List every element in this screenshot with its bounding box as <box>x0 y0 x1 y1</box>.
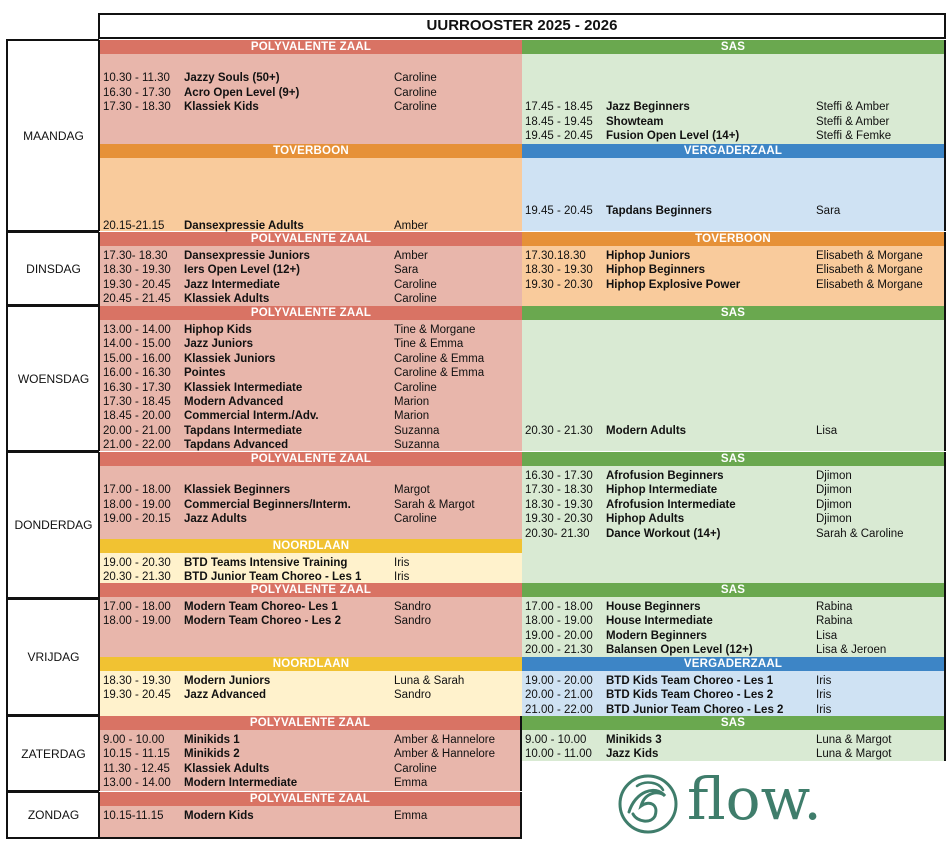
class-name: Jazz Adults <box>184 513 247 526</box>
room-header: POLYVALENTE ZAAL <box>100 452 522 466</box>
room-section-polyvalente-zaal <box>98 452 522 539</box>
class-name: Modern Team Choreo - Les 2 <box>184 615 341 628</box>
class-time: 18.45 - 19.45 <box>525 115 593 128</box>
class-instructor: Caroline <box>394 86 437 99</box>
class-time: 18.30 - 19.30 <box>525 264 593 277</box>
class-name: Modern Adults <box>606 424 687 437</box>
class-row <box>522 674 944 688</box>
class-name: Dansexpressie Adults <box>184 219 304 232</box>
class-row <box>100 424 522 438</box>
class-time: 9.00 - 10.00 <box>525 734 587 746</box>
class-name: Klassiek Intermediate <box>184 381 303 394</box>
class-row <box>100 100 522 114</box>
class-instructor: Amber & Hannelore <box>394 734 495 746</box>
class-name: BTD Kids Team Choreo - Les 2 <box>606 689 774 702</box>
class-row <box>100 776 520 790</box>
class-name: Fusion Open Level (14+) <box>606 130 740 142</box>
class-name: BTD Teams Intensive Training <box>184 557 348 569</box>
class-time: 20.45 - 21.45 <box>103 293 171 306</box>
class-name: Acro Open Level (9+) <box>184 86 300 99</box>
class-instructor: Sara <box>816 205 841 218</box>
class-time: 16.30 - 17.30 <box>525 470 593 482</box>
room-section-sas <box>522 583 946 657</box>
class-instructor: Luna & Sarah <box>394 675 465 687</box>
class-time: 18.45 - 20.00 <box>103 410 171 423</box>
class-time: 17.30 - 18.30 <box>103 101 171 114</box>
class-name: BTD Junior Team Choreo - Les 2 <box>606 703 784 716</box>
class-name: Jazz Beginners <box>606 101 690 114</box>
class-time: 10.00 - 11.00 <box>525 748 592 761</box>
class-time: 13.00 - 14.00 <box>103 324 171 336</box>
class-time: 18.00 - 19.00 <box>103 615 171 628</box>
class-instructor: Iris <box>816 689 832 702</box>
class-name: Modern Juniors <box>184 675 271 687</box>
class-name: Pointes <box>184 367 226 380</box>
class-row <box>522 614 944 628</box>
class-row <box>522 483 944 497</box>
room-schedule <box>100 671 522 716</box>
room-section-polyvalente-zaal <box>98 232 522 306</box>
class-time: 19.30 - 20.45 <box>103 689 171 702</box>
class-name: Minikids 2 <box>184 748 240 761</box>
class-row <box>522 527 944 541</box>
class-instructor: Caroline <box>394 278 437 291</box>
class-instructor: Sarah & Margot <box>394 498 475 511</box>
class-instructor: Tine & Emma <box>394 338 464 351</box>
class-instructor: Caroline <box>394 293 437 306</box>
class-row <box>100 600 522 614</box>
class-name: Klassiek Juniors <box>184 352 276 365</box>
class-row <box>100 809 520 823</box>
class-name: Iers Open Level (12+) <box>184 264 301 277</box>
class-time: 20.30- 21.30 <box>525 527 590 540</box>
class-time: 19.45 - 20.45 <box>525 205 593 218</box>
class-time: 20.30 - 21.30 <box>103 571 171 584</box>
class-instructor: Sandro <box>394 615 432 628</box>
class-name: Jazz Kids <box>606 748 659 761</box>
class-instructor: Caroline <box>394 101 437 114</box>
class-instructor: Elisabeth & Morgane <box>816 250 923 262</box>
class-instructor: Caroline <box>394 381 437 394</box>
class-name: House Intermediate <box>606 615 713 628</box>
class-row <box>100 292 522 306</box>
room-section-toverboon <box>522 232 946 306</box>
class-row <box>100 762 520 776</box>
room-section-sas <box>522 40 946 144</box>
class-instructor: Caroline <box>394 72 437 85</box>
class-instructor: Iris <box>816 675 832 687</box>
class-time: 18.30 - 19.30 <box>525 498 593 511</box>
class-instructor: Suzanna <box>394 439 440 452</box>
class-instructor: Caroline & Emma <box>394 352 485 365</box>
class-instructor: Emma <box>394 810 428 822</box>
class-row <box>100 323 522 337</box>
class-time: 20.00 - 21.00 <box>525 689 593 702</box>
room-section-polyvalente-zaal <box>98 306 522 451</box>
room-schedule <box>100 730 520 791</box>
class-instructor: Emma <box>394 777 428 790</box>
class-time: 18.30 - 19.30 <box>103 264 171 277</box>
room-schedule <box>100 158 522 231</box>
room-header: SAS <box>522 583 944 597</box>
class-name: Tapdans Intermediate <box>184 424 303 437</box>
room-header: POLYVALENTE ZAAL <box>100 40 522 54</box>
room-header: SAS <box>522 452 944 466</box>
class-name: Modern Advanced <box>184 396 284 408</box>
class-instructor: Elisabeth & Morgane <box>816 278 923 291</box>
class-row <box>522 733 944 747</box>
class-row <box>100 395 522 409</box>
class-instructor: Elisabeth & Morgane <box>816 264 923 277</box>
room-header: SAS <box>522 306 944 320</box>
class-row <box>100 86 522 100</box>
room-schedule <box>522 158 944 231</box>
class-row <box>522 115 944 129</box>
room-section-noordlaan <box>98 657 522 716</box>
class-time: 10.15 - 11.15 <box>103 748 170 761</box>
class-name: Afrofusion Beginners <box>606 470 724 482</box>
class-row <box>522 747 944 761</box>
room-schedule <box>522 54 944 144</box>
class-row <box>522 129 944 143</box>
class-time: 19.30 - 20.30 <box>525 513 593 526</box>
class-row <box>100 747 520 761</box>
room-header: POLYVALENTE ZAAL <box>100 306 522 320</box>
room-schedule <box>522 671 944 716</box>
room-schedule <box>100 806 520 837</box>
class-row <box>100 263 522 277</box>
class-instructor: Iris <box>394 557 410 569</box>
class-instructor: Sandro <box>394 689 432 702</box>
room-section-vergaderzaal <box>522 144 946 231</box>
class-time: 10.15-11.15 <box>103 810 164 822</box>
room-header: TOVERBOON <box>100 144 522 158</box>
class-row <box>100 674 522 688</box>
class-time: 18.00 - 19.00 <box>103 498 171 511</box>
room-header: SAS <box>522 40 944 54</box>
room-schedule <box>522 466 944 583</box>
class-row <box>100 71 522 85</box>
class-name: Balansen Open Level (12+) <box>606 644 753 657</box>
class-row <box>100 219 522 233</box>
class-name: Modern Intermediate <box>184 777 298 790</box>
room-section-polyvalente-zaal <box>98 583 522 657</box>
class-instructor: Amber & Hannelore <box>394 748 495 761</box>
class-name: House Beginners <box>606 601 701 613</box>
class-instructor: Marion <box>394 396 430 408</box>
class-instructor: Margot <box>394 484 430 497</box>
class-row <box>522 263 944 277</box>
class-time: 16.30 - 17.30 <box>103 86 171 99</box>
class-row <box>522 498 944 512</box>
class-instructor: Steffi & Amber <box>816 115 890 128</box>
class-time: 21.00 - 22.00 <box>525 703 593 716</box>
flow-logo-text: flow. <box>687 765 822 833</box>
class-time: 17.00 - 18.00 <box>525 601 593 613</box>
room-schedule <box>522 597 944 657</box>
room-section-sas <box>522 306 946 451</box>
class-name: Tapdans Advanced <box>184 439 289 452</box>
class-row <box>522 469 944 483</box>
class-time: 11.30 - 12.45 <box>103 762 170 775</box>
class-row <box>100 352 522 366</box>
class-instructor: Steffi & Femke <box>816 130 892 142</box>
class-name: Klassiek Adults <box>184 293 270 306</box>
class-name: Hiphop Explosive Power <box>606 278 741 291</box>
page-title: UURROOSTER 2025 - 2026 <box>98 13 946 39</box>
day-label-maandag: MAANDAG <box>6 39 99 232</box>
class-time: 17.45 - 18.45 <box>525 101 593 114</box>
flow-logo <box>615 765 855 840</box>
room-schedule <box>100 54 522 144</box>
class-name: BTD Kids Team Choreo - Les 1 <box>606 675 774 687</box>
class-instructor: Caroline & Emma <box>394 367 485 380</box>
class-name: Jazz Advanced <box>184 689 267 702</box>
room-schedule <box>522 246 944 306</box>
day-label-zondag: ZONDAG <box>6 791 99 839</box>
class-time: 20.15-21.15 <box>103 219 165 232</box>
class-name: Klassiek Kids <box>184 101 259 114</box>
class-instructor: Rabina <box>816 601 853 613</box>
class-time: 16.30 - 17.30 <box>103 381 171 394</box>
room-header: NOORDLAAN <box>100 539 522 553</box>
class-row <box>522 204 944 218</box>
room-schedule <box>522 730 944 761</box>
class-instructor: Djimon <box>816 513 852 526</box>
class-instructor: Amber <box>394 219 428 232</box>
class-name: Afrofusion Intermediate <box>606 498 736 511</box>
class-name: Commercial Interm./Adv. <box>184 410 319 423</box>
room-header: SAS <box>522 716 944 730</box>
room-section-noordlaan <box>98 539 522 583</box>
class-name: Klassiek Adults <box>184 762 270 775</box>
class-time: 20.00 - 21.00 <box>103 424 171 437</box>
class-name: Tapdans Beginners <box>606 205 712 218</box>
class-row <box>100 337 522 351</box>
class-name: Showteam <box>606 115 664 128</box>
class-name: Hiphop Beginners <box>606 264 706 277</box>
room-section-vergaderzaal <box>522 657 946 716</box>
room-schedule <box>100 246 522 306</box>
class-row <box>100 366 522 380</box>
class-row <box>100 249 522 263</box>
class-row <box>100 733 520 747</box>
class-row <box>522 249 944 263</box>
class-row <box>100 409 522 423</box>
class-time: 19.00 - 20.00 <box>525 629 593 642</box>
class-instructor: Djimon <box>816 484 852 497</box>
room-header: NOORDLAAN <box>100 657 522 671</box>
class-name: Hiphop Kids <box>184 324 252 336</box>
class-time: 17.30 - 18.45 <box>103 396 171 408</box>
class-instructor: Djimon <box>816 498 852 511</box>
class-time: 17.30.18.30 <box>525 250 586 262</box>
class-name: Modern Beginners <box>606 629 707 642</box>
class-time: 18.30 - 19.30 <box>103 675 171 687</box>
room-header: POLYVALENTE ZAAL <box>100 716 520 730</box>
class-instructor: Marion <box>394 410 430 423</box>
class-instructor: Amber <box>394 250 428 262</box>
class-time: 19.30 - 20.30 <box>525 278 593 291</box>
class-row <box>522 703 944 717</box>
class-time: 16.00 - 16.30 <box>103 367 171 380</box>
class-time: 19.00 - 20.00 <box>525 675 593 687</box>
class-row <box>522 629 944 643</box>
room-section-sas <box>522 452 946 583</box>
class-instructor: Luna & Margot <box>816 734 892 746</box>
class-row <box>100 556 522 570</box>
class-time: 20.30 - 21.30 <box>525 424 593 437</box>
class-name: Jazzy Souls (50+) <box>184 72 280 85</box>
room-header: POLYVALENTE ZAAL <box>100 583 522 597</box>
class-instructor: Suzanna <box>394 424 440 437</box>
class-time: 19.30 - 20.45 <box>103 278 171 291</box>
class-time: 17.00 - 18.00 <box>103 601 171 613</box>
class-time: 21.00 - 22.00 <box>103 439 171 452</box>
class-time: 19.00 - 20.15 <box>103 513 171 526</box>
room-header: TOVERBOON <box>522 232 944 246</box>
room-header: VERGADERZAAL <box>522 657 944 671</box>
class-name: Hiphop Intermediate <box>606 484 718 497</box>
class-name: Hiphop Adults <box>606 513 685 526</box>
class-instructor: Caroline <box>394 513 437 526</box>
day-label-zaterdag: ZATERDAG <box>6 715 99 792</box>
room-schedule <box>522 320 944 451</box>
class-name: Jazz Intermediate <box>184 278 280 291</box>
room-section-polyvalente-zaal <box>98 40 522 144</box>
room-schedule <box>100 320 522 451</box>
class-name: Minikids 1 <box>184 734 240 746</box>
class-name: Hiphop Juniors <box>606 250 691 262</box>
class-instructor: Sandro <box>394 601 432 613</box>
room-schedule <box>100 466 522 539</box>
day-label-donderdag: DONDERDAG <box>6 451 99 599</box>
class-row <box>522 600 944 614</box>
class-time: 17.30 - 18.30 <box>525 484 593 497</box>
class-row <box>100 278 522 292</box>
class-instructor: Iris <box>816 703 832 716</box>
room-schedule <box>100 553 522 583</box>
room-section-polyvalente-zaal <box>98 716 522 791</box>
class-row <box>522 643 944 657</box>
class-name: Modern Kids <box>184 810 254 822</box>
class-instructor: Iris <box>394 571 410 584</box>
class-instructor: Djimon <box>816 470 852 482</box>
class-name: Commercial Beginners/Interm. <box>184 498 351 511</box>
day-label-dinsdag: DINSDAG <box>6 231 99 306</box>
class-row <box>100 512 522 526</box>
class-name: Minikids 3 <box>606 734 662 746</box>
class-row <box>522 688 944 702</box>
class-instructor: Rabina <box>816 615 853 628</box>
class-instructor: Steffi & Amber <box>816 101 890 114</box>
class-time: 10.30 - 11.30 <box>103 72 170 85</box>
class-row <box>100 688 522 702</box>
class-instructor: Lisa <box>816 424 838 437</box>
room-header: POLYVALENTE ZAAL <box>100 232 522 246</box>
class-row <box>522 100 944 114</box>
class-name: Dansexpressie Juniors <box>184 250 310 262</box>
class-time: 20.00 - 21.30 <box>525 644 593 657</box>
room-section-toverboon <box>98 144 522 231</box>
room-schedule <box>100 597 522 657</box>
room-section-sas <box>522 716 946 761</box>
class-name: Modern Team Choreo- Les 1 <box>184 601 338 613</box>
class-name: Klassiek Beginners <box>184 484 291 497</box>
class-time: 18.00 - 19.00 <box>525 615 593 628</box>
class-instructor: Sarah & Caroline <box>816 527 904 540</box>
class-name: BTD Junior Team Choreo - Les 1 <box>184 571 362 584</box>
class-instructor: Lisa & Jeroen <box>816 644 887 657</box>
class-time: 14.00 - 15.00 <box>103 338 171 351</box>
class-instructor: Tine & Morgane <box>394 324 476 336</box>
class-time: 19.45 - 20.45 <box>525 130 593 142</box>
class-time: 9.00 - 10.00 <box>103 734 165 746</box>
class-row <box>522 278 944 292</box>
day-label-woensdag: WOENSDAG <box>6 305 99 452</box>
room-section-polyvalente-zaal <box>98 792 522 839</box>
class-instructor: Sara <box>394 264 419 277</box>
room-header: POLYVALENTE ZAAL <box>100 792 520 806</box>
class-row <box>100 498 522 512</box>
class-name: Dance Workout (14+) <box>606 527 721 540</box>
class-time: 17.30- 18.30 <box>103 250 168 262</box>
class-name: Jazz Juniors <box>184 338 254 351</box>
class-row <box>100 381 522 395</box>
room-header: VERGADERZAAL <box>522 144 944 158</box>
class-row <box>100 483 522 497</box>
class-time: 17.00 - 18.00 <box>103 484 171 497</box>
class-time: 19.00 - 20.30 <box>103 557 171 569</box>
class-instructor: Luna & Margot <box>816 748 892 761</box>
class-time: 13.00 - 14.00 <box>103 777 171 790</box>
day-label-vrijdag: VRIJDAG <box>6 598 99 716</box>
class-time: 15.00 - 16.00 <box>103 352 171 365</box>
class-row <box>100 614 522 628</box>
class-instructor: Caroline <box>394 762 437 775</box>
class-row <box>100 438 522 452</box>
class-row <box>522 424 944 438</box>
class-row <box>522 512 944 526</box>
class-instructor: Lisa <box>816 629 838 642</box>
